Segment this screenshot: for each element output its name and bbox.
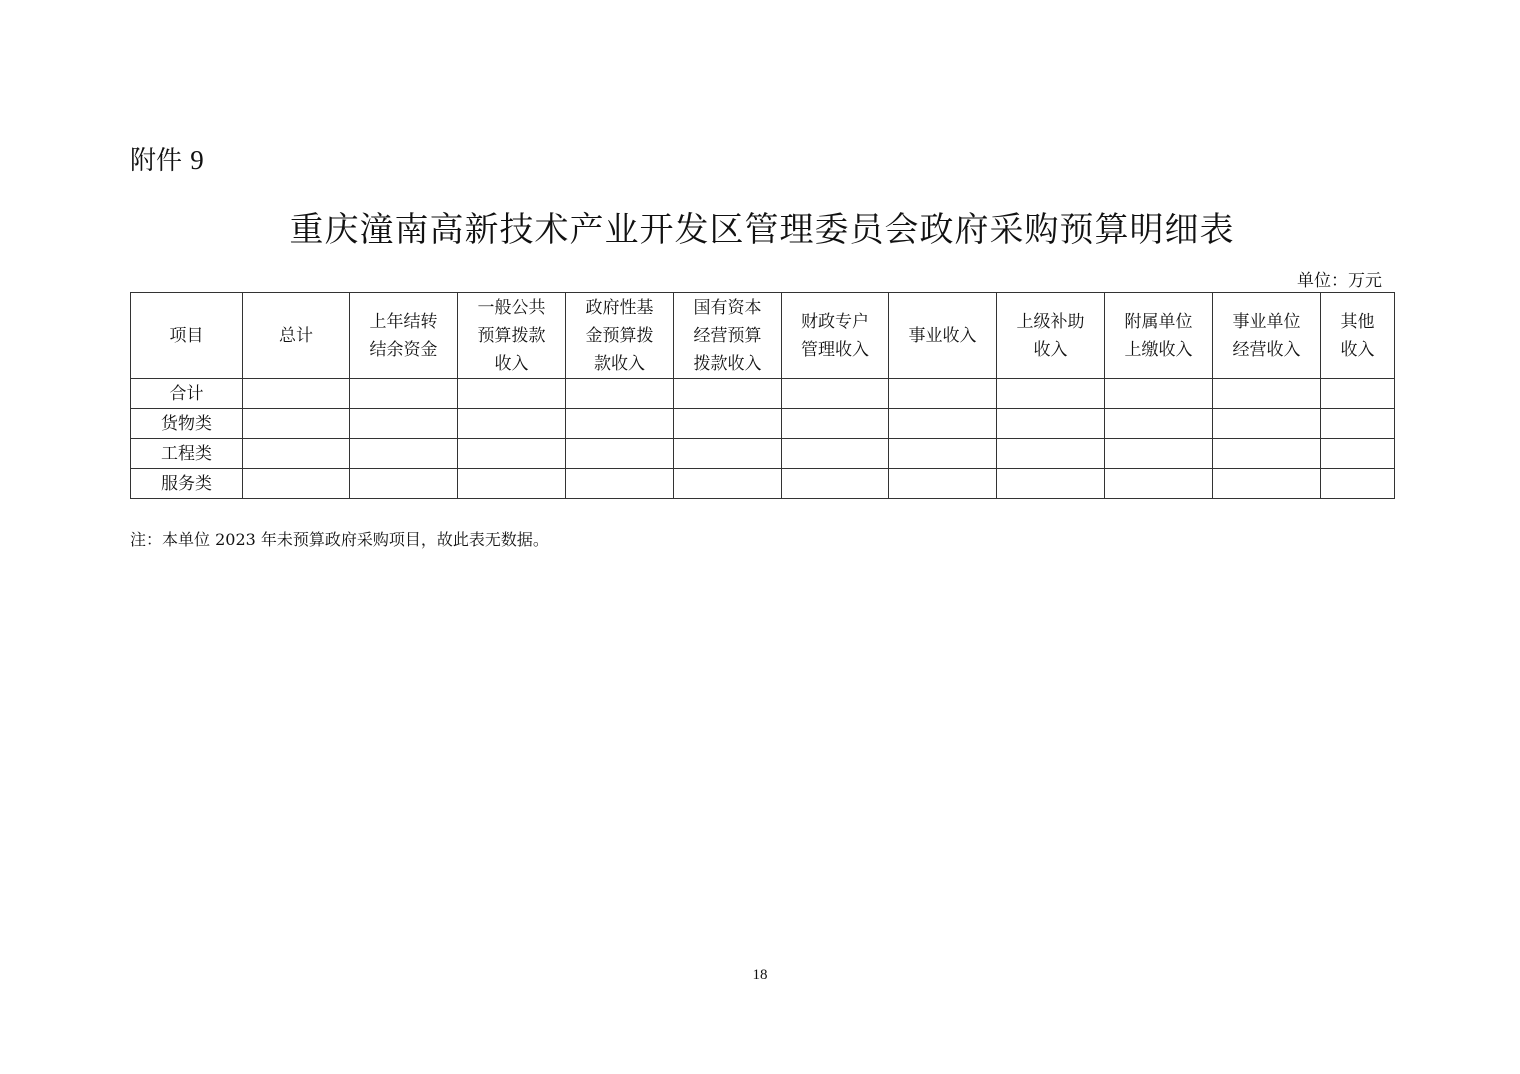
header-cell: 项目: [131, 293, 243, 379]
table-cell: [674, 379, 782, 409]
table-note: 注：本单位 2023 年未预算政府采购项目，故此表无数据。: [130, 530, 549, 549]
table-cell: [458, 439, 566, 469]
table-cell: [997, 379, 1105, 409]
table-cell: [782, 379, 889, 409]
table-cell: [243, 469, 350, 499]
header-cell: 国有资本 经营预算 拨款收入: [674, 293, 782, 379]
table-cell: [350, 379, 458, 409]
document-title: 重庆潼南高新技术产业开发区管理委员会政府采购预算明细表: [289, 210, 1235, 250]
table-cell: [1213, 469, 1321, 499]
table-cell: [674, 439, 782, 469]
table-cell: [1213, 379, 1321, 409]
table-cell: [243, 409, 350, 439]
table-cell: [1105, 469, 1213, 499]
table-cell: [1213, 409, 1321, 439]
table-row: [131, 409, 1395, 439]
page-number: 18: [752, 967, 768, 983]
budget-table: [130, 292, 1395, 499]
table-cell: [458, 379, 566, 409]
header-cell: 上级补助 收入: [997, 293, 1105, 379]
table-cell: [566, 379, 674, 409]
attachment-number: 9: [190, 145, 204, 175]
header-cell: 一般公共 预算拨款 收入: [458, 293, 566, 379]
table-cell: [1321, 379, 1395, 409]
table-cell: [782, 439, 889, 469]
row-label: 合计: [131, 379, 243, 409]
table-cell: [1321, 409, 1395, 439]
header-cell: 其他 收入: [1321, 293, 1395, 379]
table-cell: [243, 379, 350, 409]
row-label: 工程类: [131, 439, 243, 469]
table-cell: [1105, 439, 1213, 469]
table-cell: [458, 469, 566, 499]
table-cell: [889, 469, 997, 499]
table-cell: [350, 439, 458, 469]
table-cell: [1213, 439, 1321, 469]
header-cell: 附属单位 上缴收入: [1105, 293, 1213, 379]
table-cell: [1105, 409, 1213, 439]
table-cell: [1105, 379, 1213, 409]
table-cell: [566, 469, 674, 499]
table-cell: [1321, 469, 1395, 499]
table-cell: [1321, 439, 1395, 469]
table-cell: [350, 469, 458, 499]
table-cell: [674, 409, 782, 439]
table-cell: [350, 409, 458, 439]
table-cell: [674, 469, 782, 499]
header-cell: 事业收入: [889, 293, 997, 379]
table-cell: [889, 379, 997, 409]
table-cell: [243, 439, 350, 469]
table-row: [131, 379, 1395, 409]
table-cell: [889, 439, 997, 469]
table-cell: [782, 469, 889, 499]
header-cell: 政府性基 金预算拨 款收入: [566, 293, 674, 379]
table-cell: [458, 409, 566, 439]
table-cell: [997, 439, 1105, 469]
table-cell: [997, 469, 1105, 499]
table-row: [131, 439, 1395, 469]
table-cell: [566, 439, 674, 469]
header-cell: 总计: [243, 293, 350, 379]
row-label: 服务类: [131, 469, 243, 499]
table-header-row: [131, 293, 1395, 379]
table-cell: [889, 409, 997, 439]
unit-label: 单位：万元: [1297, 271, 1382, 291]
attachment-text: 附件: [130, 146, 183, 176]
table-cell: [782, 409, 889, 439]
attachment-label: [130, 140, 204, 177]
table-cell: [997, 409, 1105, 439]
table-row: [131, 469, 1395, 499]
header-cell: 事业单位 经营收入: [1213, 293, 1321, 379]
header-cell: 上年结转 结余资金: [350, 293, 458, 379]
header-cell: 财政专户 管理收入: [782, 293, 889, 379]
row-label: 货物类: [131, 409, 243, 439]
table-cell: [566, 409, 674, 439]
